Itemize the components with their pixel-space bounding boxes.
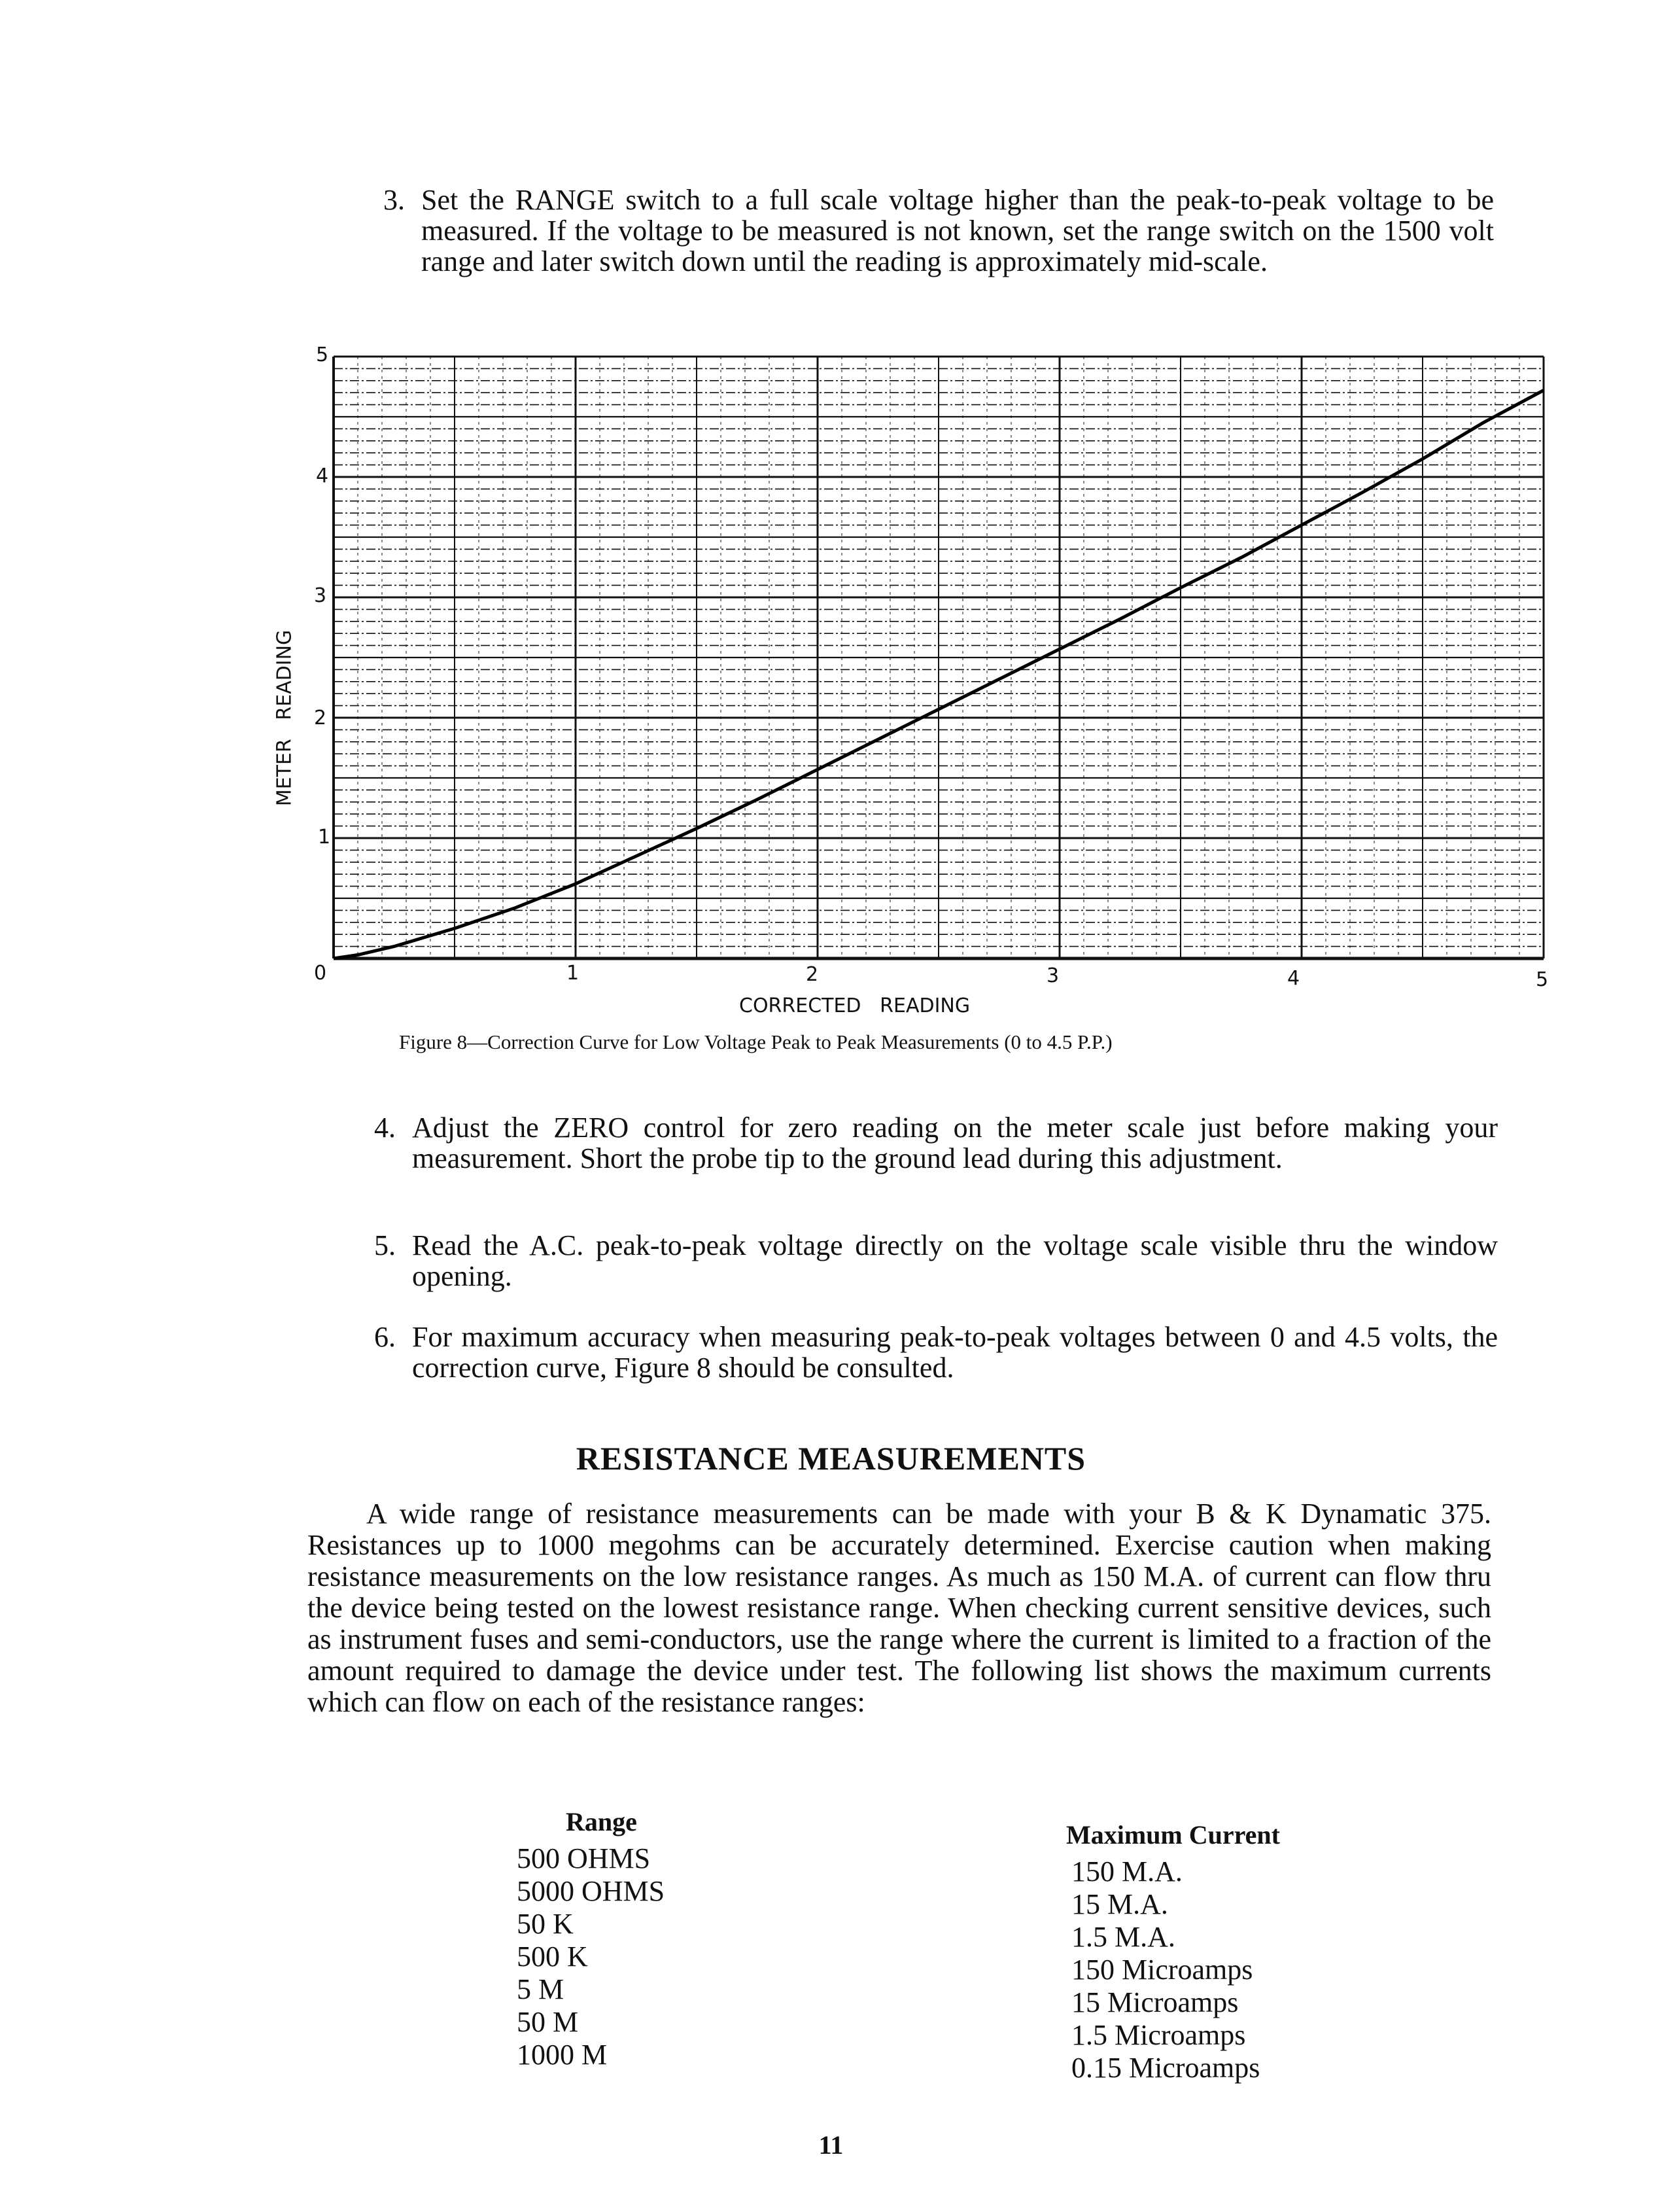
correction-curve-chart	[0, 0, 1662, 1021]
current-cell: 0.15 Microamps	[1071, 2052, 1260, 2084]
y-tick-3: 3	[314, 584, 327, 607]
step-text: Adjust the ZERO control for zero reading on the meter scale just before making your measurement. Short the probe tip to the ground lead during this adjustment.	[412, 1112, 1498, 1174]
current-column	[1066, 1819, 1280, 2084]
y-tick-1: 1	[318, 826, 331, 849]
step-number: 4.	[374, 1112, 396, 1144]
current-cell: 15 M.A.	[1071, 1888, 1168, 1920]
current-cell: 1.5 M.A.	[1071, 1921, 1175, 1953]
step-text: Read the A.C. peak-to-peak voltage directly on the voltage scale visible thru the window opening.	[412, 1229, 1498, 1292]
step-number: 3.	[383, 184, 405, 216]
x-tick-3: 3	[1047, 964, 1060, 987]
x-tick-4: 4	[1287, 967, 1300, 990]
x-tick-0: 0	[314, 962, 327, 985]
x-axis-label: CORRECTED READING	[739, 994, 971, 1017]
step-5	[374, 1230, 1499, 1295]
range-cell: 5000 OHMS	[517, 1875, 665, 1907]
current-cell: 150 Microamps	[1071, 1954, 1253, 1986]
range-cell: 50 K	[517, 1908, 574, 1940]
range-cell: 500 OHMS	[517, 1842, 651, 1874]
range-column	[517, 1806, 665, 2071]
step-4	[374, 1112, 1499, 1210]
y-tick-2: 2	[314, 707, 327, 729]
page-number: 11	[818, 2130, 844, 2160]
range-cell: 5 M	[517, 1973, 564, 2005]
y-axis-label: METER READING	[273, 629, 296, 807]
y-tick-5: 5	[316, 343, 329, 366]
current-header: Maximum Current	[1066, 1820, 1280, 1850]
step-6	[374, 1322, 1499, 1387]
figure-caption: Figure 8—Correction Curve for Low Voltage Peak to Peak Measurements (0 to 4.5 P.P.)	[399, 1030, 1113, 1053]
x-tick-2: 2	[806, 963, 819, 986]
range-cell: 50 M	[517, 2006, 579, 2038]
step-text: For maximum accuracy when measuring peak-to-peak voltages between 0 and 4.5 volts, the correction curve, Figure 8 should be consulted.	[412, 1321, 1498, 1384]
range-cell: 1000 M	[517, 2039, 608, 2071]
section-body: A wide range of resistance measurements can be made with your B & K Dynamatic 375. Resistances up to 1000 megohms can be accurately determined. Exercise caution when making resistance measurements on the low resistance ranges. As much as 150 M.A. of current can flow thru the device being tested on the lowest resistance range. When checking current sensitive devices, such as instrument fuses and semi-conductors, use the range where the current is limited to a fraction of the amount required to damage the device under test. The following list shows the maximum currents which can flow on each of the resistance ranges:	[307, 1498, 1491, 1718]
step-number: 5.	[374, 1229, 396, 1261]
y-tick-4: 4	[316, 465, 329, 487]
range-header: Range	[566, 1807, 637, 1836]
section-heading: RESISTANCE MEASUREMENTS	[576, 1440, 1086, 1477]
step-text: Set the RANGE switch to a full scale voltage higher than the peak-to-peak voltage to be measured. If the voltage to be measured is not known, set the range switch on the 1500 volt range and later switch down until the reading is approximately mid-scale.	[421, 184, 1494, 277]
current-cell: 150 M.A.	[1071, 1855, 1183, 1887]
current-cell: 15 Microamps	[1071, 1986, 1239, 2018]
x-tick-1: 1	[566, 962, 580, 985]
x-tick-5: 5	[1536, 968, 1549, 991]
range-cell: 500 K	[517, 1940, 588, 1973]
current-cell: 1.5 Microamps	[1071, 2019, 1246, 2051]
step-number: 6.	[374, 1321, 396, 1353]
